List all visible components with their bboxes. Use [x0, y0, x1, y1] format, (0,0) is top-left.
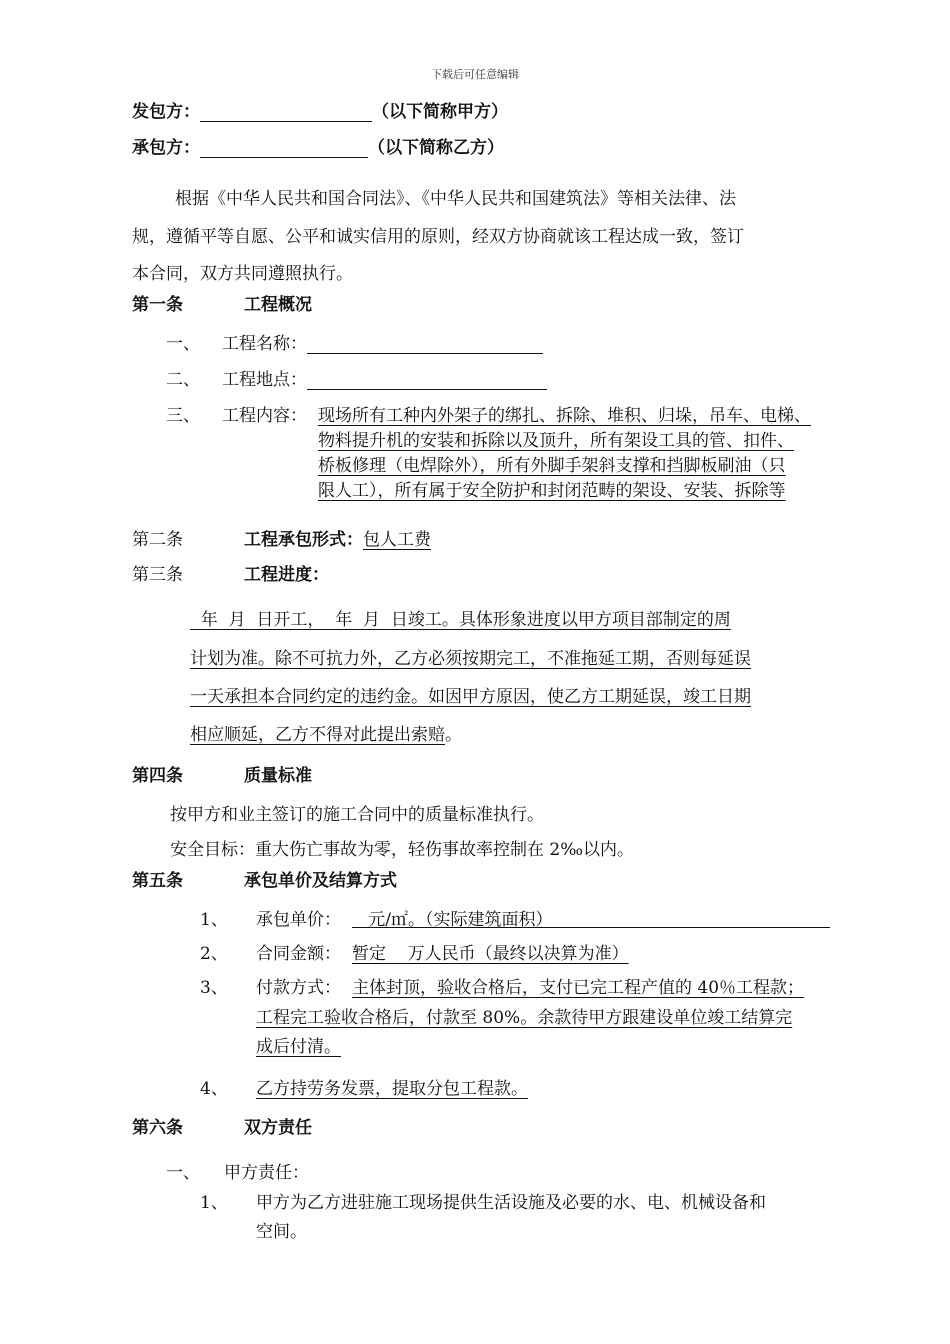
schedule-line-4-text: 相应顺延，乙方不得对此提出索赔 — [190, 725, 445, 745]
article1-item1 — [222, 329, 543, 354]
contractor-blank — [200, 104, 372, 122]
project-location-label: 工程地点： — [222, 370, 307, 390]
invoice-text: 乙方持劳务发票，提取分包工程款。 — [256, 1079, 528, 1099]
contractor-line — [132, 102, 508, 122]
unit-price-value: 元/㎡。（实际建筑面积） — [352, 905, 830, 928]
schedule-line-4-end: 。 — [445, 725, 462, 745]
article4-title: 质量标准 — [244, 766, 312, 786]
subcontractor-blank — [200, 140, 368, 158]
subcontractor-label: 承包方： — [132, 138, 200, 158]
preamble-line-1: 根据《中华人民共和国合同法》、《中华人民共和国建筑法》等相关法律、法 — [175, 189, 736, 209]
schedule-line-2: 计划为准。除不可抗力外，乙方必须按期完工，不准拖延工期，否则每延误 — [190, 649, 751, 669]
article1-item2-num: 二、 — [166, 370, 200, 390]
contractor-note: （以下简称甲方） — [372, 102, 508, 122]
subcontractor-line — [132, 138, 504, 158]
article1-item1-num: 一、 — [166, 334, 200, 354]
quality-standard: 按甲方和业主签订的施工合同中的质量标准执行。 — [170, 805, 544, 825]
article1-item3-num: 三、 — [166, 406, 200, 426]
article4-num: 第四条 — [132, 766, 183, 786]
invoice-num: 4、 — [200, 1079, 228, 1099]
payment-label: 付款方式： — [256, 978, 341, 998]
duty-item1-line-2: 空间。 — [256, 1222, 307, 1242]
article6-num: 第六条 — [132, 1118, 183, 1138]
contract-amount-num: 2、 — [200, 944, 228, 964]
article2-num: 第二条 — [132, 530, 183, 550]
article2-line — [244, 525, 431, 550]
project-name-label: 工程名称： — [222, 334, 307, 354]
contract-amount-value: 暂定 万人民币（最终以决算为准） — [352, 944, 629, 964]
unit-price-label: 承包单价： — [256, 910, 341, 930]
project-name-blank — [307, 336, 543, 354]
preamble-line-2: 规，遵循平等自愿、公平和诚实信用的原则，经双方协商就该工程达成一致，签订 — [132, 227, 744, 247]
project-location-blank — [307, 372, 547, 390]
preamble-line-3: 本合同，双方共同遵照执行。 — [132, 264, 353, 284]
contract-amount-label: 合同金额： — [256, 944, 341, 964]
project-content-label: 工程内容： — [222, 406, 307, 426]
article3-num: 第三条 — [132, 565, 183, 585]
project-content-line-4: 限人工），所有属于安全防护和封闭范畴的架设、安装、拆除等 — [318, 481, 786, 501]
project-content-line-3: 桥板修理（电焊除外），所有外脚手架斜支撑和挡脚板刷油（只 — [318, 456, 786, 476]
article5-title: 承包单价及结算方式 — [244, 871, 397, 891]
duty-item1-line-1: 甲方为乙方进驻施工现场提供生活设施及必要的水、电、机械设备和 — [256, 1193, 766, 1213]
project-content-line-2: 物料提升机的安装和拆除以及顶升，所有架设工具的管、扣件、 — [318, 431, 794, 451]
payment-num: 3、 — [200, 978, 228, 998]
article3-title: 工程进度： — [244, 565, 329, 585]
subcontractor-note: （以下简称乙方） — [368, 138, 504, 158]
payment-line-1: 主体封顶，验收合格后，支付已完工程产值的 40％工程款； — [352, 978, 805, 998]
safety-target: 安全目标：重大伤亡事故为零，轻伤事故率控制在 2‰以内。 — [170, 840, 635, 860]
page-header: 下载后可任意编辑 — [431, 68, 519, 81]
unit-price-num: 1、 — [200, 910, 228, 930]
article1-item2 — [222, 365, 547, 390]
article2-title: 工程承包形式： — [244, 530, 363, 550]
duty-item1-num: 1、 — [200, 1193, 228, 1213]
article5-num: 第五条 — [132, 871, 183, 891]
schedule-line-4 — [190, 720, 462, 745]
schedule-line-1: 年 月 日开工， 年 月 日竣工。具体形象进度以甲方项目部制定的周 — [190, 610, 731, 630]
payment-line-2: 工程完工验收合格后，付款至 80%。余款待甲方跟建设单位竣工结算完 — [256, 1008, 793, 1028]
payment-line-3: 成后付清。 — [256, 1037, 341, 1057]
article1-title: 工程概况 — [244, 295, 312, 315]
party-a-duty-label: 甲方责任： — [224, 1163, 309, 1183]
article6-title: 双方责任 — [244, 1118, 312, 1138]
party-a-duty-num: 一、 — [166, 1163, 200, 1183]
contractor-label: 发包方： — [132, 102, 200, 122]
schedule-line-3: 一天承担本合同约定的违约金。如因甲方原因，使乙方工期延误，竣工日期 — [190, 687, 751, 707]
article2-value: 包人工费 — [363, 530, 431, 550]
article1-num: 第一条 — [132, 295, 183, 315]
project-content-line-1: 现场所有工种内外架子的绑扎、拆除、堆积、归垛，吊车、电梯、 — [318, 406, 811, 426]
